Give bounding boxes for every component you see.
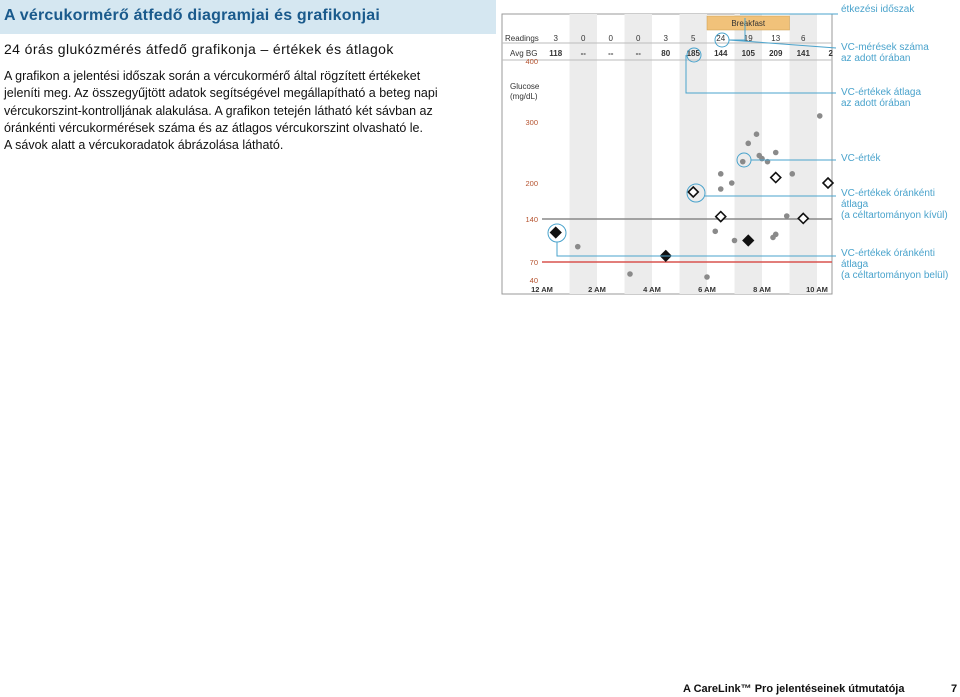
bg-reading-dot xyxy=(729,180,735,186)
bg-reading-dot xyxy=(759,156,765,162)
avgbg-value: 105 xyxy=(741,49,755,58)
body-line: óránkénti vércukormérések száma és az átlagos vércukorszint olvasható le. xyxy=(4,120,423,135)
readings-value: 0 xyxy=(636,34,641,43)
readings-value: 5 xyxy=(691,34,696,43)
readings-value: 0 xyxy=(581,34,586,43)
y-tick-label: 200 xyxy=(525,179,538,188)
callout-line: VC-mérések száma xyxy=(841,42,929,53)
x-tick-label: 10 AM xyxy=(806,285,828,294)
avgbg-value: -- xyxy=(580,49,586,58)
readings-value: 6 xyxy=(801,34,806,43)
avgbg-value: 185 xyxy=(686,49,700,58)
callout-line: átlaga xyxy=(841,259,869,270)
callout-bg-value xyxy=(841,153,880,164)
footer xyxy=(683,683,958,695)
avgbg-value: 141 xyxy=(796,49,810,58)
bg-reading-dot xyxy=(704,274,710,280)
bg-reading-dot xyxy=(718,171,724,177)
y-tick-label: 400 xyxy=(525,57,538,66)
page-number: 7 xyxy=(951,683,958,695)
avgbg-value: 209 xyxy=(769,49,783,58)
bg-reading-dot xyxy=(773,232,779,238)
callout-line: (a céltartományon belül) xyxy=(841,270,949,281)
y-tick-label: 40 xyxy=(529,276,538,285)
body-line: A sávok alatt a vércukoradatok ábrázolása látható. xyxy=(4,138,284,153)
bg-reading-dot xyxy=(718,186,724,192)
y-tick-label: 70 xyxy=(529,258,538,267)
meal-band-label: Breakfast xyxy=(731,19,766,28)
glucose-axis-label: Glucose xyxy=(510,82,540,91)
callout-hourly-avg-inside xyxy=(841,248,948,281)
avgbg-value: -- xyxy=(608,49,614,58)
y-tick-label: 140 xyxy=(525,215,538,224)
section-title: 24 órás glukózmérés átfedő grafikonja – értékek és átlagok xyxy=(4,41,394,57)
bg-reading-dot xyxy=(754,131,760,137)
x-tick-label: 4 AM xyxy=(643,285,661,294)
callout-avg-bg xyxy=(841,87,921,109)
x-tick-label: 2 AM xyxy=(588,285,606,294)
x-tick-label: 12 AM xyxy=(531,285,553,294)
bg-reading-dot xyxy=(817,113,823,119)
bg-reading-dot xyxy=(740,159,746,165)
callout-line: (a céltartományon kívül) xyxy=(841,210,948,221)
callout-line: az adott órában xyxy=(841,53,911,64)
callout-readings-count xyxy=(841,42,929,64)
callout-line: az adott órában xyxy=(841,98,911,109)
bg-reading-dot xyxy=(789,171,795,177)
bg-reading-dot xyxy=(773,150,779,156)
callout-line: VC-értékek átlaga xyxy=(841,87,922,98)
callout-hourly-avg-outside xyxy=(841,188,948,221)
readings-value: 3 xyxy=(663,34,668,43)
avgbg-label: Avg BG xyxy=(510,49,538,58)
footer-title: A CareLink™ Pro jelentéseinek útmutatója xyxy=(683,683,905,695)
bg-reading-dot xyxy=(745,141,751,147)
body-line: jeleníti meg. Az összegyűjtött adatok segítségével megállapítható a beteg napi xyxy=(4,86,438,101)
bg-reading-dot xyxy=(627,271,633,277)
body-line: A grafikon a jelentési időszak során a vércukormérő által rögzített értékeket xyxy=(4,69,421,83)
callout-line: átlaga xyxy=(841,199,869,210)
readings-value: 13 xyxy=(771,34,781,43)
x-tick-label: 6 AM xyxy=(698,285,716,294)
callout-line: VC-érték xyxy=(841,153,881,164)
avgbg-value: -- xyxy=(635,49,641,58)
readings-value: 0 xyxy=(608,34,613,43)
readings-label: Readings xyxy=(505,34,539,43)
avgbg-value: 118 xyxy=(549,49,563,58)
readings-value: 3 xyxy=(553,34,558,43)
callout-line: VC-értékek óránkénti xyxy=(841,248,935,259)
x-tick-label: 8 AM xyxy=(753,285,771,294)
bg-reading-dot xyxy=(712,228,718,234)
page-title: A vércukormérő átfedő diagramjai és grafikonjai xyxy=(4,7,381,24)
readings-value: 19 xyxy=(743,34,753,43)
bg-reading-dot xyxy=(575,244,581,250)
callout-line: VC-értékek óránkénti xyxy=(841,188,935,199)
avgbg-value: 80 xyxy=(661,49,671,58)
readings-value: 24 xyxy=(716,34,726,43)
callout-meal-period xyxy=(841,4,914,15)
callout-line: étkezési időszak xyxy=(841,4,915,15)
bg-reading-dot xyxy=(732,238,738,244)
avgbg-value: 2 xyxy=(828,49,833,58)
avgbg-value: 144 xyxy=(714,49,728,58)
y-tick-label: 300 xyxy=(525,118,538,127)
bg-reading-dot xyxy=(784,213,790,219)
body-line: vércukorszint-kontrolljának alakulása. A grafikon tetején látható két sávban az xyxy=(4,103,433,118)
glucose-axis-label: (mg/dL) xyxy=(510,92,538,101)
